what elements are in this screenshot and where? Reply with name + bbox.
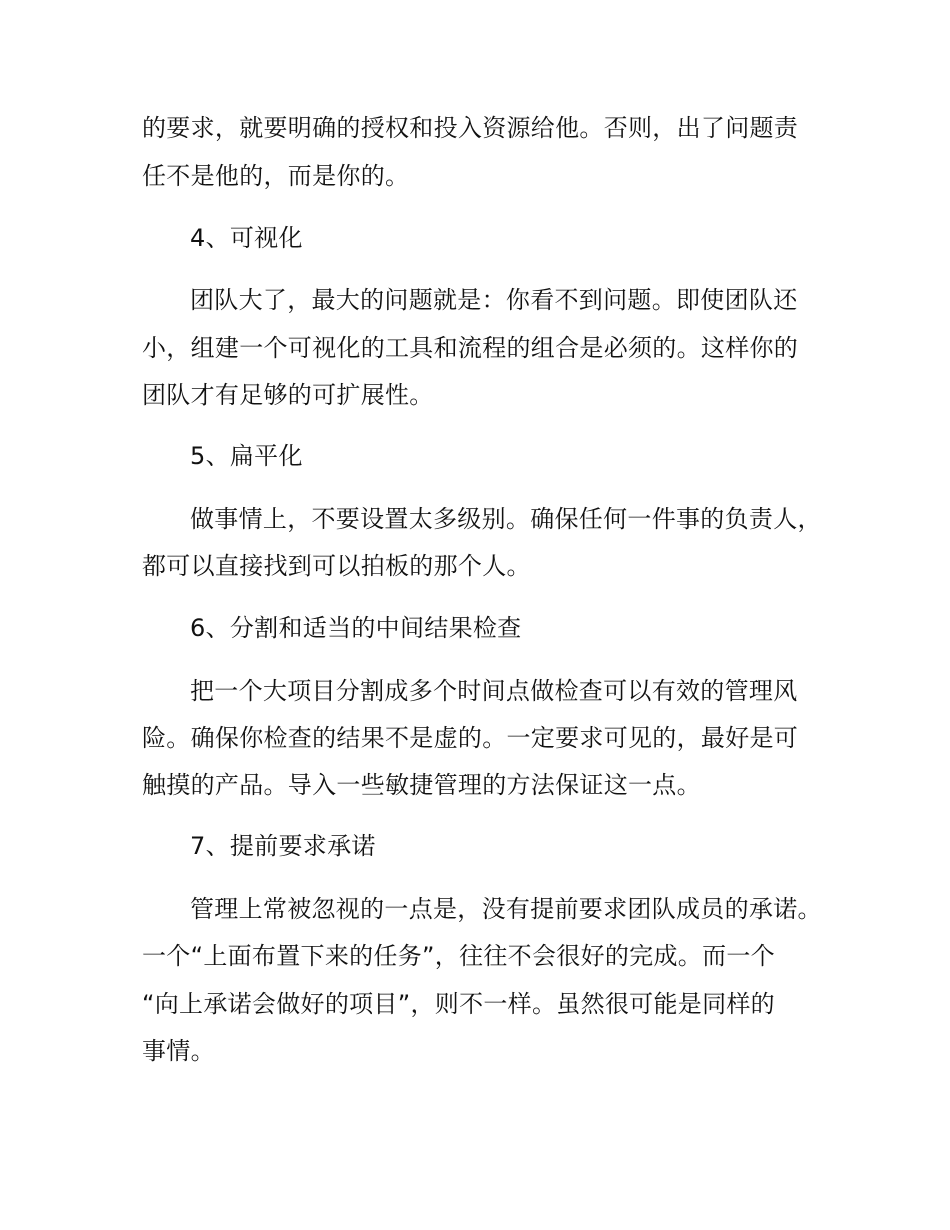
paragraph-line: 一个“上面布置下来的任务”，往往不会很好的完成。而一个 (142, 942, 775, 970)
paragraph-line: 的要求，就要明确的授权和投入资源给他。否则，出了问题责 (142, 114, 799, 142)
section-heading: 6、分割和适当的中间结果检查 (190, 614, 522, 642)
paragraph-line: 做事情上，不要设置太多级别。确保任何一件事的负责人， (190, 505, 822, 533)
paragraph-line: 都可以直接找到可以拍板的那个人。 (142, 552, 531, 580)
paragraph-line: 任不是他的，而是你的。 (142, 162, 410, 190)
paragraph-line: “向上承诺会做好的项目”，则不一样。虽然很可能是同样的 (142, 990, 775, 1018)
paragraph-line: 把一个大项目分割成多个时间点做检查可以有效的管理风 (190, 677, 798, 705)
paragraph-line: 险。确保你检查的结果不是虚的。一定要求可见的，最好是可 (142, 724, 799, 752)
paragraph-line: 事情。 (142, 1037, 215, 1065)
section-heading: 5、扁平化 (190, 442, 303, 470)
section-heading: 4、可视化 (190, 224, 303, 252)
paragraph-line: 管理上常被忽视的一点是，没有提前要求团队成员的承诺。 (190, 895, 822, 923)
paragraph-line: 小，组建一个可视化的工具和流程的组合是必须的。这样你的 (142, 334, 799, 362)
paragraph-line: 团队大了，最大的问题就是：你看不到问题。即使团队还 (190, 286, 798, 314)
section-heading: 7、提前要求承诺 (190, 832, 376, 860)
paragraph-line: 触摸的产品。导入一些敏捷管理的方法保证这一点。 (142, 771, 701, 799)
paragraph-line: 团队才有足够的可扩展性。 (142, 381, 434, 409)
